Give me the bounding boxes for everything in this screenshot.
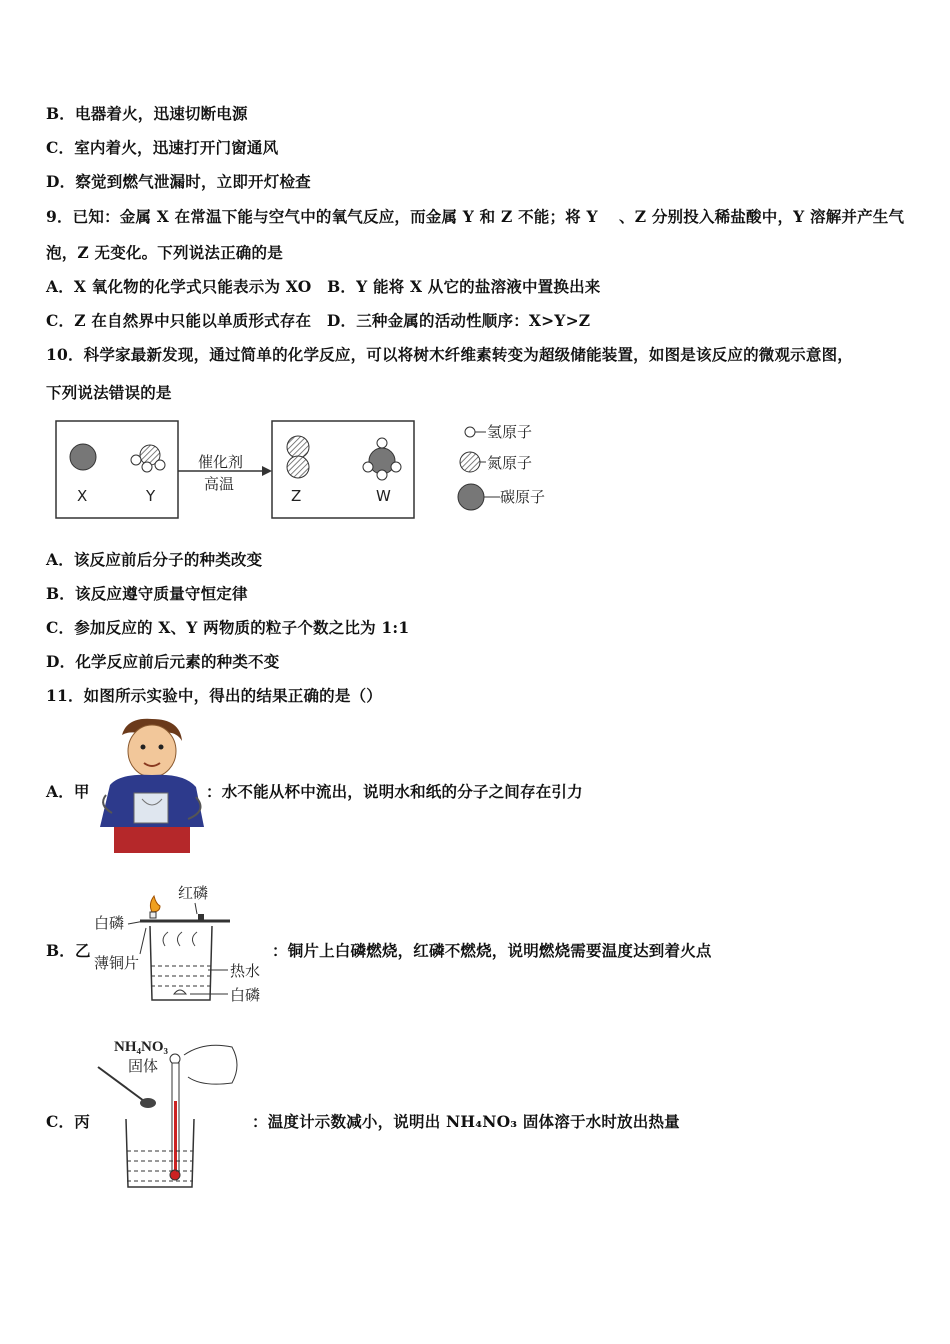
hydrogen-legend-icon	[465, 427, 475, 437]
q11-stem: 11．如图所示实验中，得出的结果正确的是（）	[46, 686, 382, 705]
white-phosphorus-top-label: 白磷	[94, 914, 125, 932]
pants-icon	[114, 827, 190, 853]
flame-icon	[150, 896, 160, 912]
reaction-diagram	[50, 415, 570, 530]
q11-option-c-label: C．丙	[46, 1112, 90, 1131]
q9-options-cd: C．Z 在自然界中只能以单质形式存在 D．三种金属的活动性顺序：X>Y>Z	[46, 311, 591, 330]
q8-option-c: C．室内着火，迅速打开门窗通风	[46, 138, 279, 157]
legend-carbon: 碳原子	[500, 488, 546, 506]
spoon-icon	[140, 1098, 156, 1108]
legend-nitrogen: 氮原子	[487, 454, 533, 472]
beaker-icon	[126, 1119, 194, 1187]
hand-icon	[184, 1045, 237, 1084]
legend-hydrogen: 氢原子	[487, 423, 533, 441]
white-phosphorus-icon	[174, 990, 186, 994]
catalyst-label: 催化剂	[198, 453, 244, 471]
nitrogen-legend-icon	[460, 452, 480, 472]
carbon-atom-icon	[70, 444, 96, 470]
q11-option-a-label: A．甲	[46, 782, 90, 801]
boy-inverted-cup-figure	[92, 715, 217, 855]
q10-option-a: A．该反应前后分子的种类改变	[46, 550, 263, 569]
q9-stem-line1: 9．已知：金属 X 在常温下能与空气中的氧气反应，而金属 Y 和 Z 不能；将 Y 、Z 分别投入稀盐酸中，Y 溶解并产生气	[46, 207, 905, 226]
q11-option-b-label: B．乙	[46, 941, 91, 960]
q9-stem-line2: 泡，Z 无变化。下列说法正确的是	[46, 243, 283, 262]
face-icon	[128, 725, 176, 777]
q11-option-c-text: ：温度计示数减小，说明出 NH₄NO₃ 固体溶于水时放出热量	[252, 1112, 680, 1131]
label-w: W	[376, 487, 391, 505]
q8-option-b: B．电器着火，迅速切断电源	[46, 104, 248, 123]
q10-stem-line2: 下列说法错误的是	[46, 383, 172, 402]
q10-stem-line1: 10．科学家最新发现，通过简单的化学反应，可以将树木纤维素转变为超级储能装置，如图是该反应的微观示意图，	[46, 345, 853, 364]
high-temp-label: 高温	[204, 475, 235, 493]
ammonia-molecule-icon	[131, 445, 165, 472]
q8-option-d: D．察觉到燃气泄漏时，立即开灯检查	[46, 172, 311, 191]
q10-option-b: B．该反应遵守质量守恒定律	[46, 584, 248, 603]
q10-option-d: D．化学反应前后元素的种类不变	[46, 652, 280, 671]
methane-molecule-icon	[363, 438, 401, 480]
copper-sheet-label: 薄铜片	[94, 954, 140, 972]
ammonium-nitrate-figure	[92, 1035, 247, 1195]
phosphorus-experiment-figure	[90, 876, 275, 1006]
q11-option-a-text: ：水不能从杯中流出，说明水和纸的分子之间存在引力	[206, 782, 583, 801]
label-z: Z	[291, 487, 302, 505]
arrowhead-icon	[262, 466, 272, 476]
legend	[458, 423, 545, 510]
nitrogen-molecule-icon	[287, 436, 309, 478]
nh4no3-label: NH₄NO₃	[114, 1039, 168, 1055]
q10-option-c: C．参加反应的 X、Y 两物质的粒子个数之比为 1:1	[46, 618, 410, 637]
beaker-icon	[150, 926, 212, 1000]
q9-options-ab: A．X 氧化物的化学式只能表示为 XO B．Y 能将 X 从它的盐溶液中置换出来	[46, 277, 601, 296]
white-phosphorus-bottom-label: 白磷	[230, 986, 261, 1004]
label-x: X	[77, 487, 88, 505]
label-y: Y	[146, 487, 156, 505]
red-phosphorus-label: 红磷	[178, 884, 209, 902]
q11-option-b-text: ：铜片上白磷燃烧，红磷不燃烧，说明燃烧需要温度达到着火点	[272, 941, 712, 960]
cup-icon	[134, 793, 168, 823]
hot-water-label: 热水	[230, 962, 261, 980]
carbon-legend-icon	[458, 484, 484, 510]
solid-label: 固体	[128, 1057, 159, 1075]
